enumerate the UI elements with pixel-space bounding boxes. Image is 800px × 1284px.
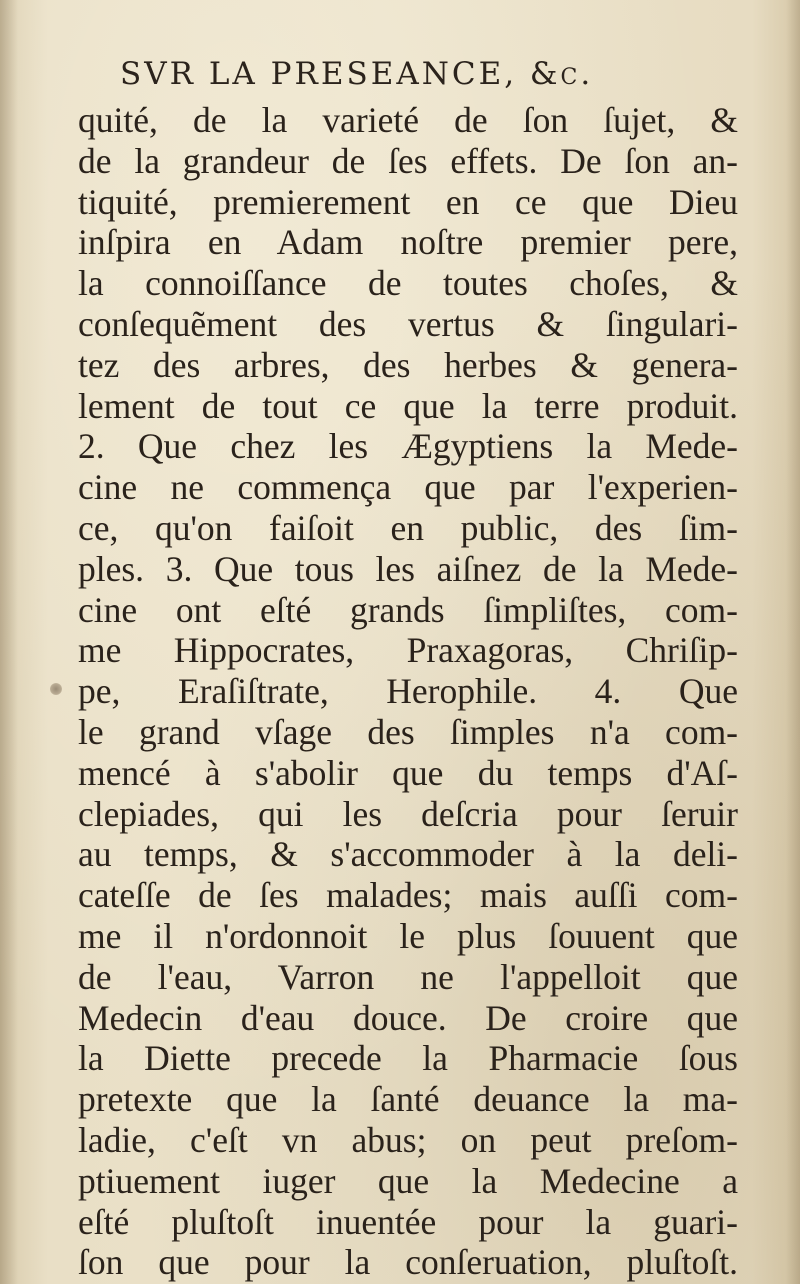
text-line: ples. 3. Que tous les aiſnez de la Mede- — [78, 548, 738, 589]
text-line: tez des arbres, des herbes & genera- — [78, 344, 738, 385]
text-line: la connoiſſance de toutes choſes, & — [78, 263, 738, 304]
text-line: ladie, c'eſt vn abus; on peut preſom- — [78, 1119, 738, 1160]
running-head: SVR LA PRESEANCE, &c. — [120, 56, 594, 92]
text-line: tiquité, premierement en ce que Dieu — [78, 181, 738, 222]
text-line: le grand vſage des ſimples n'a com- — [78, 711, 738, 752]
text-line: au temps, & s'accommoder à la deli- — [78, 834, 738, 875]
text-line: de l'eau, Varron ne l'appelloit que — [78, 956, 738, 997]
text-line: cine ont eſté grands ſimpliſtes, com- — [78, 589, 738, 630]
text-line: clepiades, qui les deſcria pour ſeruir — [78, 793, 738, 834]
text-line: pe, Eraſiſtrate, Herophile. 4. Que — [78, 671, 738, 712]
text-line: 2. Que chez les Ægyptiens la Mede- — [78, 426, 738, 467]
text-line: Medecin d'eau douce. De croire que — [78, 997, 738, 1038]
text-line: ſon que pour la conſeruation, pluſtoſt. — [78, 1242, 738, 1283]
text-line: la Diette precede la Pharmacie ſous — [78, 1038, 738, 1079]
text-line: de la grandeur de ſes effets. De ſon an- — [78, 140, 738, 181]
text-line: cateſſe de ſes malades; mais auſſi com- — [78, 875, 738, 916]
ink-stain-mark — [50, 683, 62, 695]
text-line: lement de tout ce que la terre produit. — [78, 385, 738, 426]
text-line: ptiuement iuger que la Medecine a — [78, 1160, 738, 1201]
text-line: eſté pluſtoſt inuentée pour la guari- — [78, 1201, 738, 1242]
text-line: me Hippocrates, Praxagoras, Chriſip- — [78, 630, 738, 671]
page-gutter-shadow — [0, 0, 18, 1284]
body-text — [78, 100, 738, 1283]
text-line: mencé à s'abolir que du temps d'Aſ- — [78, 752, 738, 793]
text-line: inſpira en Adam noſtre premier pere, — [78, 222, 738, 263]
text-line: me il n'ordonnoit le plus ſouuent que — [78, 915, 738, 956]
text-line: quité, de la varieté de ſon ſujet, & — [78, 100, 738, 140]
text-line: pretexte que la ſanté deuance la ma- — [78, 1079, 738, 1120]
page-edge-shadow — [786, 0, 800, 1284]
text-line: conſequẽment des vertus & ſingulari- — [78, 303, 738, 344]
text-line: ce, qu'on faiſoit en public, des ſim- — [78, 507, 738, 548]
text-line: cine ne commença que par l'experien- — [78, 467, 738, 508]
